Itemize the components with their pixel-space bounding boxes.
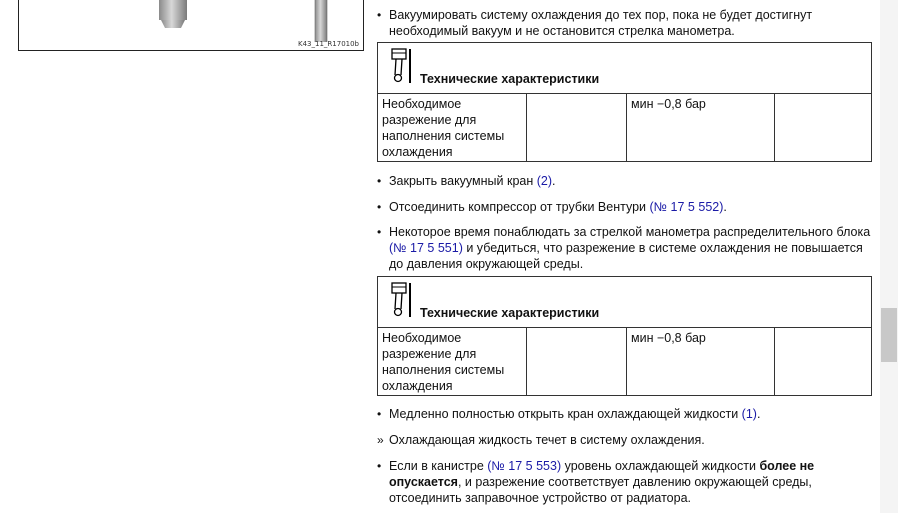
fig-tube-body — [159, 0, 187, 20]
bullet-icon: • — [377, 174, 382, 188]
reference-link[interactable]: (2) — [536, 174, 553, 188]
spec-value: мин −0,8 бар — [626, 328, 774, 395]
piston-icon — [388, 281, 414, 319]
spec-param: Необходимое разрежение для наполнения системы охлаждения — [382, 331, 505, 393]
spec-param: Необходимое разрежение для наполнения системы охлаждения — [382, 97, 505, 159]
item-text-part: и убедиться, что разрежение в системе охлаждения не повышается до давления окружающей среды. — [389, 241, 863, 271]
spec-table-title: Технические характеристики — [420, 306, 600, 320]
item-text-part: . — [723, 200, 727, 214]
item-text — [389, 458, 871, 506]
tool-number-link[interactable]: (№ 17 5 552) — [649, 200, 724, 214]
bullet-icon: • — [377, 459, 382, 473]
scrollbar-thumb[interactable] — [881, 308, 897, 362]
item-text-part: Медленно полностью открыть кран охлаждающей жидкости — [389, 407, 742, 421]
spec-value: мин −0,8 бар — [626, 94, 774, 161]
spec-table-row — [378, 328, 871, 395]
spec-table — [377, 276, 872, 396]
spec-table-header — [378, 277, 871, 328]
bullet-icon: • — [377, 407, 382, 421]
tool-number-link[interactable]: (№ 17 5 551) — [389, 241, 463, 255]
item-text-part: Некоторое время понаблюдать за стрелкой манометра распределительного блока — [389, 225, 871, 239]
bullet-icon: • — [377, 225, 382, 239]
figure-caption: K43_11_R17010b — [298, 40, 359, 48]
spec-table-header — [378, 43, 871, 94]
spec-cell-empty — [774, 328, 871, 395]
piston-icon — [388, 47, 414, 85]
figure-illustration — [18, 0, 364, 51]
item-text — [389, 224, 871, 272]
bullet-icon: • — [377, 8, 382, 22]
reference-link[interactable]: (1) — [741, 407, 757, 421]
item-text — [389, 406, 871, 422]
item-text — [389, 199, 871, 215]
result-arrow-icon: » — [377, 433, 384, 447]
item-text-part: Отсоединить компрессор от трубки Вентури — [389, 200, 650, 214]
item-text: Вакуумировать систему охлаждения до тех пор, пока не будет достигнут необходимый вакуум и не остановится стрелка манометра. — [389, 8, 813, 38]
item-text-bold: более не опускается — [389, 459, 815, 489]
spec-cell-empty — [774, 94, 871, 161]
tool-number-link[interactable]: (№ 17 5 553) — [487, 459, 562, 473]
spec-table — [377, 42, 872, 162]
item-text — [389, 173, 871, 189]
item-text-part: уровень охлаждающей жидкости — [561, 459, 760, 473]
fig-tube-end — [161, 20, 185, 28]
item-text: Охлаждающая жидкость течет в систему охлаждения. — [389, 433, 705, 447]
fig-rod — [315, 0, 327, 42]
bullet-icon: • — [377, 200, 382, 214]
item-text-part: , и разрежение соответствует давлению окружающей среды, отсоединить заправочное устройство от радиатора. — [389, 475, 812, 505]
spec-cell-empty — [526, 328, 626, 395]
spec-table-title: Технические характеристики — [420, 72, 600, 86]
item-text-part: . — [552, 174, 556, 188]
spec-cell-empty — [526, 94, 626, 161]
spec-table-row — [378, 94, 871, 161]
item-text-part: . — [756, 407, 761, 421]
vertical-scrollbar[interactable] — [880, 0, 898, 513]
item-text-part: Закрыть вакуумный кран — [389, 174, 537, 188]
item-text-part: Если в канистре — [389, 459, 488, 473]
